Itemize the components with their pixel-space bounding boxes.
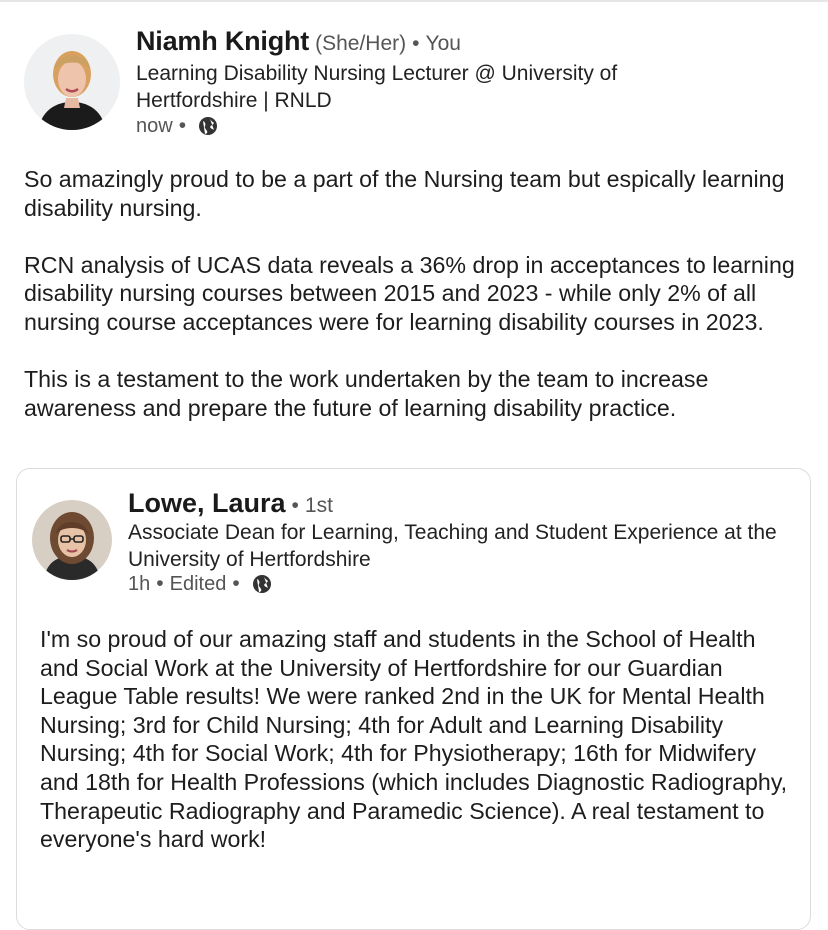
separator-dot: • <box>156 572 164 595</box>
shared-author-avatar[interactable] <box>32 500 112 580</box>
connection-degree: You <box>425 32 461 55</box>
shared-post-timestamp: 1h <box>128 572 151 595</box>
post-body <box>24 165 814 422</box>
top-divider <box>0 0 828 2</box>
author-name-row <box>136 26 461 57</box>
globe-icon <box>252 574 272 594</box>
post-timestamp: now <box>136 114 173 137</box>
author-avatar[interactable] <box>24 34 120 130</box>
author-name[interactable]: Niamh Knight <box>136 26 310 56</box>
separator-dot: • <box>412 32 420 55</box>
separator-dot: • <box>291 494 299 517</box>
shared-connection-degree: 1st <box>304 494 333 517</box>
shared-author-name-row <box>128 488 333 519</box>
shared-author-name[interactable]: Lowe, Laura <box>128 488 286 518</box>
separator-dot: • <box>178 114 187 137</box>
author-pronouns: (She/Her) <box>315 32 407 55</box>
shared-post-body: I'm so proud of our amazing staff and students in the School of Health and Social Work at the University of Hertfordshire for our Guardian League Table results! We were ranked 2nd in the UK for Mental Health Nursing; 3rd for Child Nursing; 4th for Adult and Learning Disability Nursing; 4th for Social Work; 4th for Physiotherapy; 16th for Midwifery and 18th for Health Professions (which includes Diagnostic Radiography, Therapeutic Radiography and Paramedic Science). A real testament to everyone's hard work! <box>40 626 788 853</box>
author-avatar-image <box>24 34 120 130</box>
post-paragraph: RCN analysis of UCAS data reveals a 36% drop in acceptances to learning disability nursing courses between 2015 and 2023 - while only 2% of all nursing course acceptances were for learning disability courses in 2023. <box>24 251 795 335</box>
author-headline: Learning Disability Nursing Lecturer @ University of Hertfordshire | RNLD <box>136 62 618 112</box>
post-paragraph: This is a testament to the work undertaken by the team to increase awareness and prepare the future of learning disability practice. <box>24 366 709 421</box>
edited-label: Edited <box>169 572 227 595</box>
separator-dot: • <box>232 572 240 595</box>
shared-author-headline: Associate Dean for Learning, Teaching and Student Experience at the University of Hertfordshire <box>128 521 777 571</box>
globe-icon <box>198 116 218 136</box>
post-meta <box>136 114 218 138</box>
post-paragraph: So amazingly proud to be a part of the Nursing team but espically learning disability nursing. <box>24 166 785 221</box>
shared-post-meta <box>128 572 272 596</box>
shared-avatar-image <box>32 500 112 580</box>
